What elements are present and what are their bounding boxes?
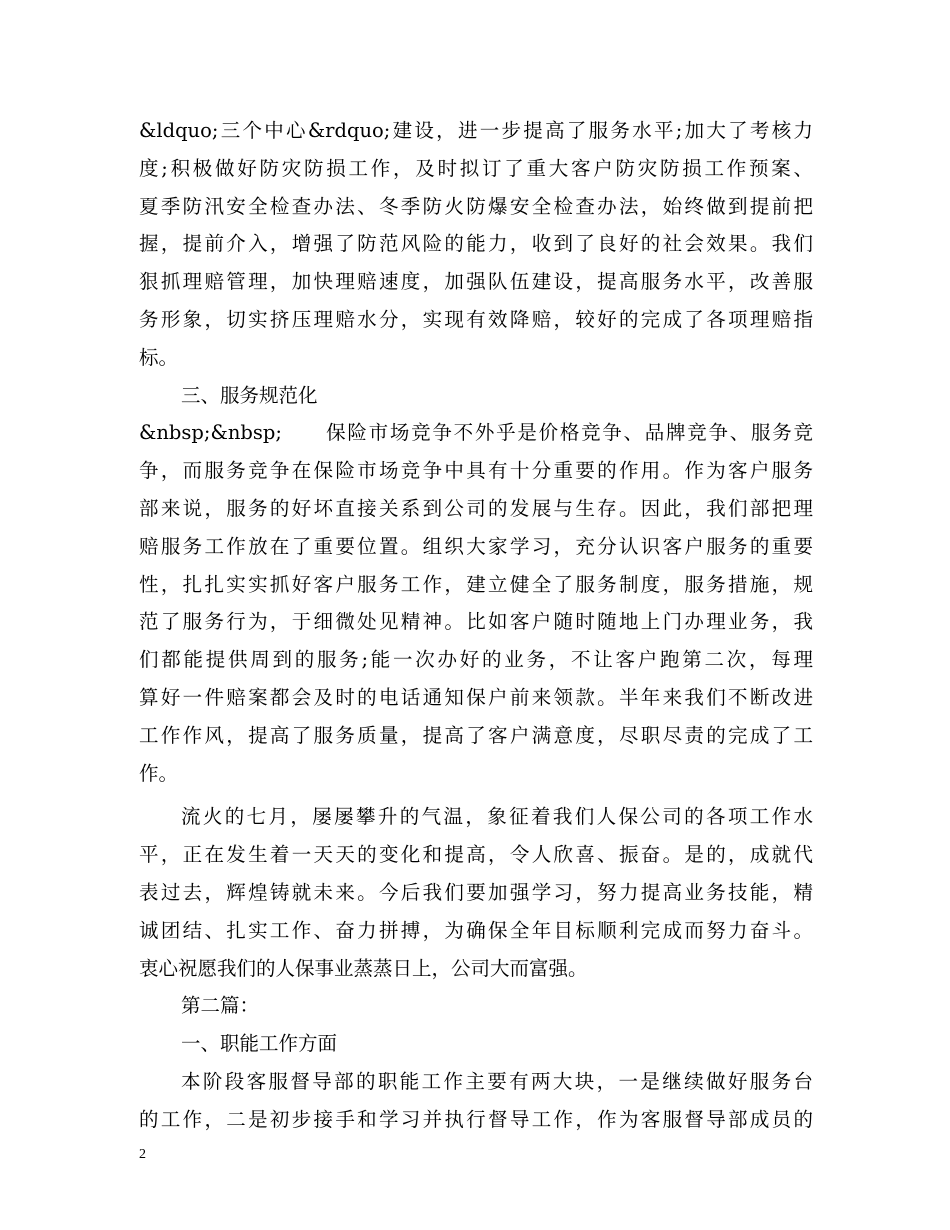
body-line: 狠抓理赔管理，加快理赔速度，加强队伍建设，提高服务水平，改善服 bbox=[139, 270, 813, 294]
section-heading: 三、服务规范化 bbox=[181, 383, 318, 407]
body-line: 本阶段客服督导部的职能工作主要有两大块，一是继续做好服务台 bbox=[181, 1069, 813, 1093]
body-line: 表过去，辉煌铸就未来。今后我们要加强学习，努力提高业务技能，精 bbox=[139, 880, 813, 904]
body-line: 们都能提供周到的服务;能一次办好的业务，不让客户跑第二次，每理 bbox=[139, 648, 813, 672]
body-line: 工作作风，提高了服务质量，提高了客户满意度，尽职尽责的完成了工 bbox=[139, 723, 813, 747]
section-heading: 第二篇： bbox=[181, 994, 260, 1018]
section-heading: 一、职能工作方面 bbox=[181, 1032, 338, 1056]
body-line: 的工作，二是初步接手和学习并执行督导工作，作为客服督导部成员的 bbox=[139, 1107, 813, 1131]
body-line: 夏季防汛安全检查办法、冬季防火防爆安全检查办法，始终做到提前把 bbox=[139, 194, 813, 218]
body-line: 度;积极做好防灾防损工作，及时拟订了重大客户防灾防损工作预案、 bbox=[139, 156, 813, 180]
body-line: 诚团结、扎实工作、奋力拼搏，为确保全年目标顺利完成而努力奋斗。 bbox=[139, 918, 813, 942]
body-line: 赔服务工作放在了重要位置。组织大家学习，充分认识客户服务的重要 bbox=[139, 534, 813, 558]
body-line: 标。 bbox=[139, 345, 179, 369]
body-line: 流火的七月，屡屡攀升的气温，象征着我们人保公司的各项工作水 bbox=[181, 805, 813, 829]
body-line: 争，而服务竞争在保险市场竞争中具有十分重要的作用。作为客户服务 bbox=[139, 459, 813, 483]
body-line: 算好一件赔案都会及时的电话通知保户前来领款。半年来我们不断改进 bbox=[139, 685, 813, 709]
body-line: &nbsp;&nbsp; 保险市场竞争不外乎是价格竞争、品牌竞争、服务竞 bbox=[139, 421, 813, 445]
page-number: 2 bbox=[139, 1147, 146, 1162]
body-line: 作。 bbox=[139, 761, 179, 785]
body-line: 性，扎扎实实抓好客户服务工作，建立健全了服务制度，服务措施，规 bbox=[139, 572, 813, 596]
body-line: 务形象，切实挤压理赔水分，实现有效降赔，较好的完成了各项理赔指 bbox=[139, 307, 813, 331]
body-line: 衷心祝愿我们的人保事业蒸蒸日上，公司大而富强。 bbox=[139, 956, 588, 980]
body-line: 部来说，服务的好坏直接关系到公司的发展与生存。因此，我们部把理 bbox=[139, 496, 813, 520]
body-line: 握，提前介入，增强了防范风险的能力，收到了良好的社会效果。我们 bbox=[139, 232, 813, 256]
body-line: &ldquo;三个中心&rdquo;建设，进一步提高了服务水平;加大了考核力 bbox=[139, 119, 813, 142]
body-line: 平，正在发生着一天天的变化和提高，令人欣喜、振奋。是的，成就代 bbox=[139, 843, 813, 867]
document-body bbox=[139, 112, 813, 1139]
body-line: 范了服务行为，于细微处见精神。比如客户随时随地上门办理业务，我 bbox=[139, 610, 813, 634]
